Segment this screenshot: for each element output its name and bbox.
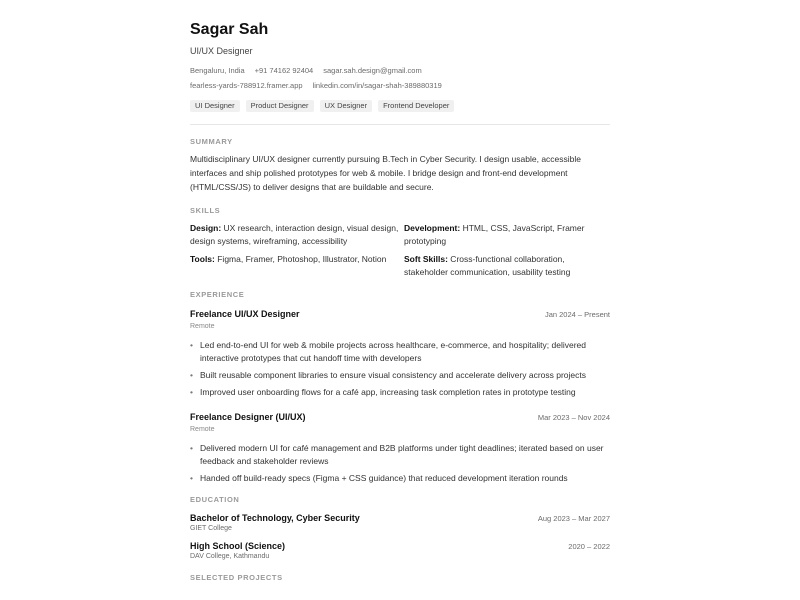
skill-development: [404, 222, 610, 247]
degree-title: High School (Science): [190, 541, 286, 551]
job-title: Freelance Designer (UI/UX): [190, 412, 306, 422]
education-date: Aug 2023 – Mar 2027: [537, 514, 610, 523]
education-heading: EDUCATION: [190, 495, 240, 504]
education-date: 2020 – 2022: [568, 542, 610, 551]
job-location: Remote: [190, 426, 215, 433]
linkedin-link[interactable]: linkedin.com/in/sagar-shah-389880319: [312, 81, 442, 90]
job-entry: [190, 308, 610, 399]
role-tag: Frontend Developer: [378, 100, 454, 112]
education-header: [190, 541, 610, 552]
job-bullet: • Improved user onboarding flows for a café app, increasing task completion rates in prototype testing: [190, 386, 610, 399]
skill-label: Soft Skills:: [404, 254, 448, 264]
resume-page: [190, 0, 610, 583]
job-bullet: • Delivered modern UI for café management and B2B platforms under tight deadlines; iterated based on user feedback and stakeholder reviews: [190, 442, 610, 468]
skills-grid: [190, 222, 610, 278]
job-bullets: [190, 339, 610, 399]
role-tags: [190, 100, 610, 112]
skill-design: [190, 222, 404, 247]
resume-title: UI/UX Designer: [190, 46, 253, 56]
resume-name: Sagar Sah: [190, 21, 269, 38]
job-header: [190, 308, 610, 320]
phone-link[interactable]: +91 74162 92404: [254, 66, 314, 75]
contact-row-secondary: [190, 81, 610, 91]
job-bullet: • Handed off build-ready specs (Figma + CSS guidance) that reduced development iteration rounds: [190, 472, 610, 485]
education-header: [190, 513, 610, 524]
portfolio-link[interactable]: fearless-yards-788912.framer.app: [190, 81, 303, 90]
projects-heading: SELECTED PROJECTS: [190, 573, 283, 582]
skill-text: UX research, interaction design, visual design, design systems, wireframing, accessibility: [190, 223, 399, 246]
job-bullet: • Led end-to-end UI for web & mobile projects across healthcare, e-commerce, and hospitality; delivered interactive prototypes that cut handoff time with developers: [190, 339, 610, 365]
skill-text: Figma, Framer, Photoshop, Illustrator, Notion: [214, 254, 387, 264]
skill-text: Cross-functional collaboration, stakeholder communication, usability testing: [404, 254, 571, 277]
skills-heading: SKILLS: [190, 206, 221, 215]
contact-row-primary: [190, 66, 610, 76]
job-date: Jan 2024 – Present: [544, 310, 610, 319]
job-location: Remote: [190, 323, 215, 330]
education-entry: [190, 513, 610, 533]
degree-title: Bachelor of Technology, Cyber Security: [190, 513, 360, 523]
school-name: DAV College, Kathmandu: [190, 553, 270, 560]
role-tag: Product Designer: [246, 100, 314, 112]
job-header: [190, 411, 610, 423]
skill-text: HTML, CSS, JavaScript, Framer prototyping: [404, 223, 585, 246]
education-entry: [190, 541, 610, 561]
job-entry: [190, 411, 610, 485]
email-link[interactable]: sagar.sah.design@gmail.com: [323, 66, 422, 75]
summary-heading: SUMMARY: [190, 137, 233, 146]
job-title: Freelance UI/UX Designer: [190, 309, 300, 319]
school-name: GIET College: [190, 525, 232, 532]
skill-soft-skills: [404, 253, 610, 278]
skill-label: Design:: [190, 223, 222, 233]
job-bullets: [190, 442, 610, 485]
experience-heading: EXPERIENCE: [190, 290, 245, 299]
location-text: Bengaluru, India: [190, 66, 245, 75]
skill-label: Development:: [404, 223, 461, 233]
role-tag: UI Designer: [190, 100, 240, 112]
skill-tools: [190, 253, 404, 278]
role-tag: UX Designer: [320, 100, 373, 112]
summary-text: Multidisciplinary UI/UX designer currently pursuing B.Tech in Cyber Security. I design usable, accessible interfaces and ship polished prototypes for web & mobile. I bridge design and front-end development (HTML/CSS/JS) to deliver designs that are buildable and secure.: [190, 154, 582, 192]
header-divider: [190, 124, 610, 125]
job-bullet: • Built reusable component libraries to ensure visual consistency and accelerate delivery across projects: [190, 369, 610, 382]
job-date: Mar 2023 – Nov 2024: [537, 413, 610, 422]
skill-label: Tools:: [190, 254, 215, 264]
